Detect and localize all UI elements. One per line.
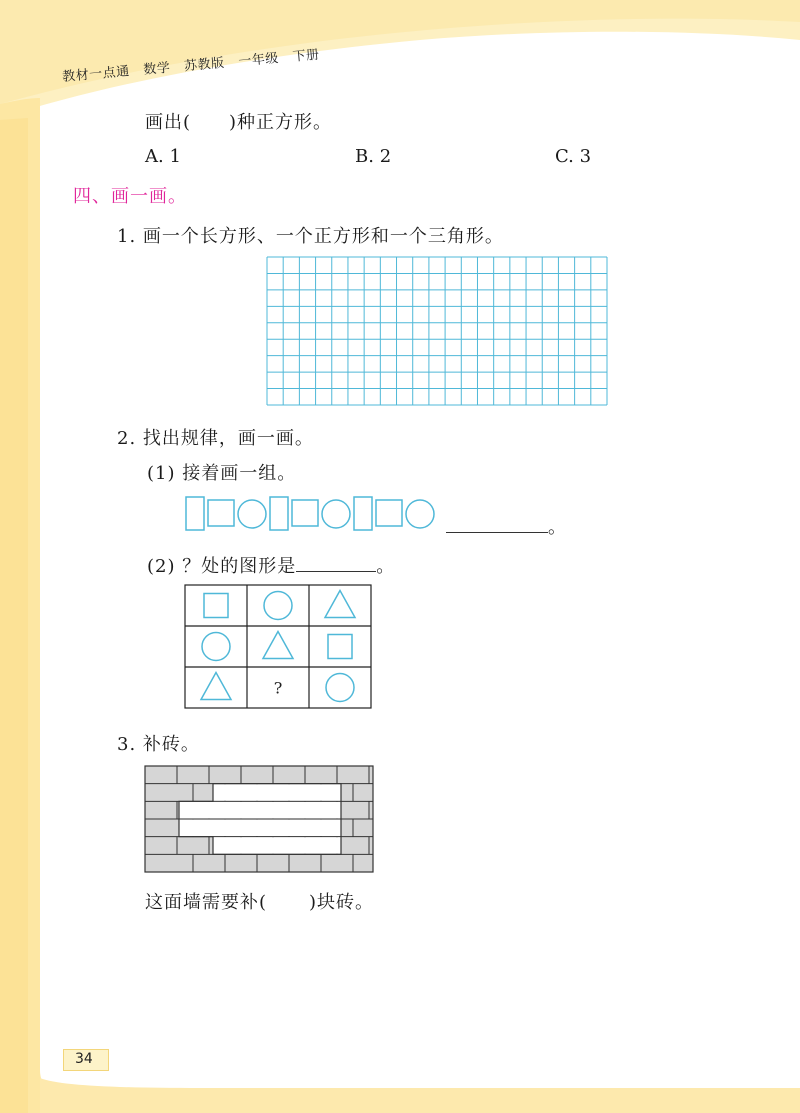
q2-sub1-blank[interactable]: [446, 512, 548, 533]
option-b-value: 2: [379, 146, 392, 167]
table-circle: [264, 592, 292, 620]
header-grade: 一年级: [237, 51, 280, 70]
page-number: 34: [75, 1051, 93, 1067]
pattern-square: [208, 500, 234, 526]
missing-bricks: [179, 802, 341, 818]
pattern-circle: [406, 500, 434, 528]
option-a-letter: A.: [145, 146, 164, 167]
header-term: 下册: [292, 47, 321, 65]
q2-sub2: [147, 552, 395, 578]
q1-number: 1.: [117, 226, 137, 247]
shape-table: [184, 584, 372, 710]
section-title: 四、画一画。: [73, 186, 187, 207]
q3-title: 补砖。: [142, 734, 200, 755]
table-square: [204, 594, 228, 618]
q1-text: 画一个长方形、一个正方形和一个三角形。: [142, 226, 504, 247]
pattern-rectangle: [270, 497, 288, 530]
option-a-value: 1: [169, 146, 181, 167]
q2-sub1-text: 接着画一组。: [182, 463, 297, 484]
option-a[interactable]: [145, 146, 181, 167]
table-circle: [326, 674, 354, 702]
q2-sub1-end: 。: [548, 517, 567, 538]
pattern-circle: [322, 500, 350, 528]
missing-bricks: [179, 820, 341, 836]
pattern-circle: [238, 500, 266, 528]
table-circle: [202, 633, 230, 661]
q2-number: 2.: [117, 428, 137, 449]
drawing-grid[interactable]: [266, 256, 608, 406]
missing-bricks: [213, 784, 341, 800]
table-triangle: [201, 673, 231, 700]
q2-sub1-answer: [446, 512, 567, 539]
pattern-square: [292, 500, 318, 526]
q2: [117, 424, 314, 450]
header-book: 教材一点通: [61, 64, 131, 85]
top-question: [145, 108, 332, 134]
option-c-value: 3: [579, 146, 592, 167]
header-subject: 数学: [142, 60, 172, 78]
brick-wall: [143, 764, 375, 874]
shape-pattern: [184, 496, 446, 532]
option-b-letter: B.: [355, 146, 374, 167]
q3-text-before: 这面墙需要补(: [145, 892, 268, 913]
option-b[interactable]: [355, 146, 391, 167]
option-c-letter: C.: [555, 146, 574, 167]
top-question-text-after: )种正方形。: [229, 112, 333, 133]
header-edition: 苏教版: [183, 55, 226, 75]
missing-bricks: [213, 837, 341, 853]
q2-sub1: [147, 459, 296, 485]
table-question-mark: ?: [273, 678, 283, 698]
pattern-rectangle: [354, 497, 372, 530]
q2-sub1-label: (1): [147, 463, 176, 484]
q2-sub2-blank[interactable]: [296, 553, 376, 572]
top-question-text-before: 画出(: [145, 112, 192, 133]
q1: [117, 222, 504, 248]
table-triangle: [263, 632, 293, 659]
option-c[interactable]: [555, 146, 591, 167]
q2-text: 找出规律，画一画。: [142, 428, 314, 449]
q3: [117, 730, 200, 756]
pattern-rectangle: [186, 497, 204, 530]
q3-text-after: )块砖。: [309, 892, 375, 913]
q2-sub2-text: ？处的图形是: [182, 556, 297, 577]
pattern-square: [376, 500, 402, 526]
table-square: [328, 635, 352, 659]
q2-sub2-end: 。: [376, 556, 396, 577]
q3-number: 3.: [117, 734, 137, 755]
q3-answer: [145, 888, 374, 914]
q2-sub2-label: (2): [147, 556, 176, 577]
table-triangle: [325, 591, 355, 618]
